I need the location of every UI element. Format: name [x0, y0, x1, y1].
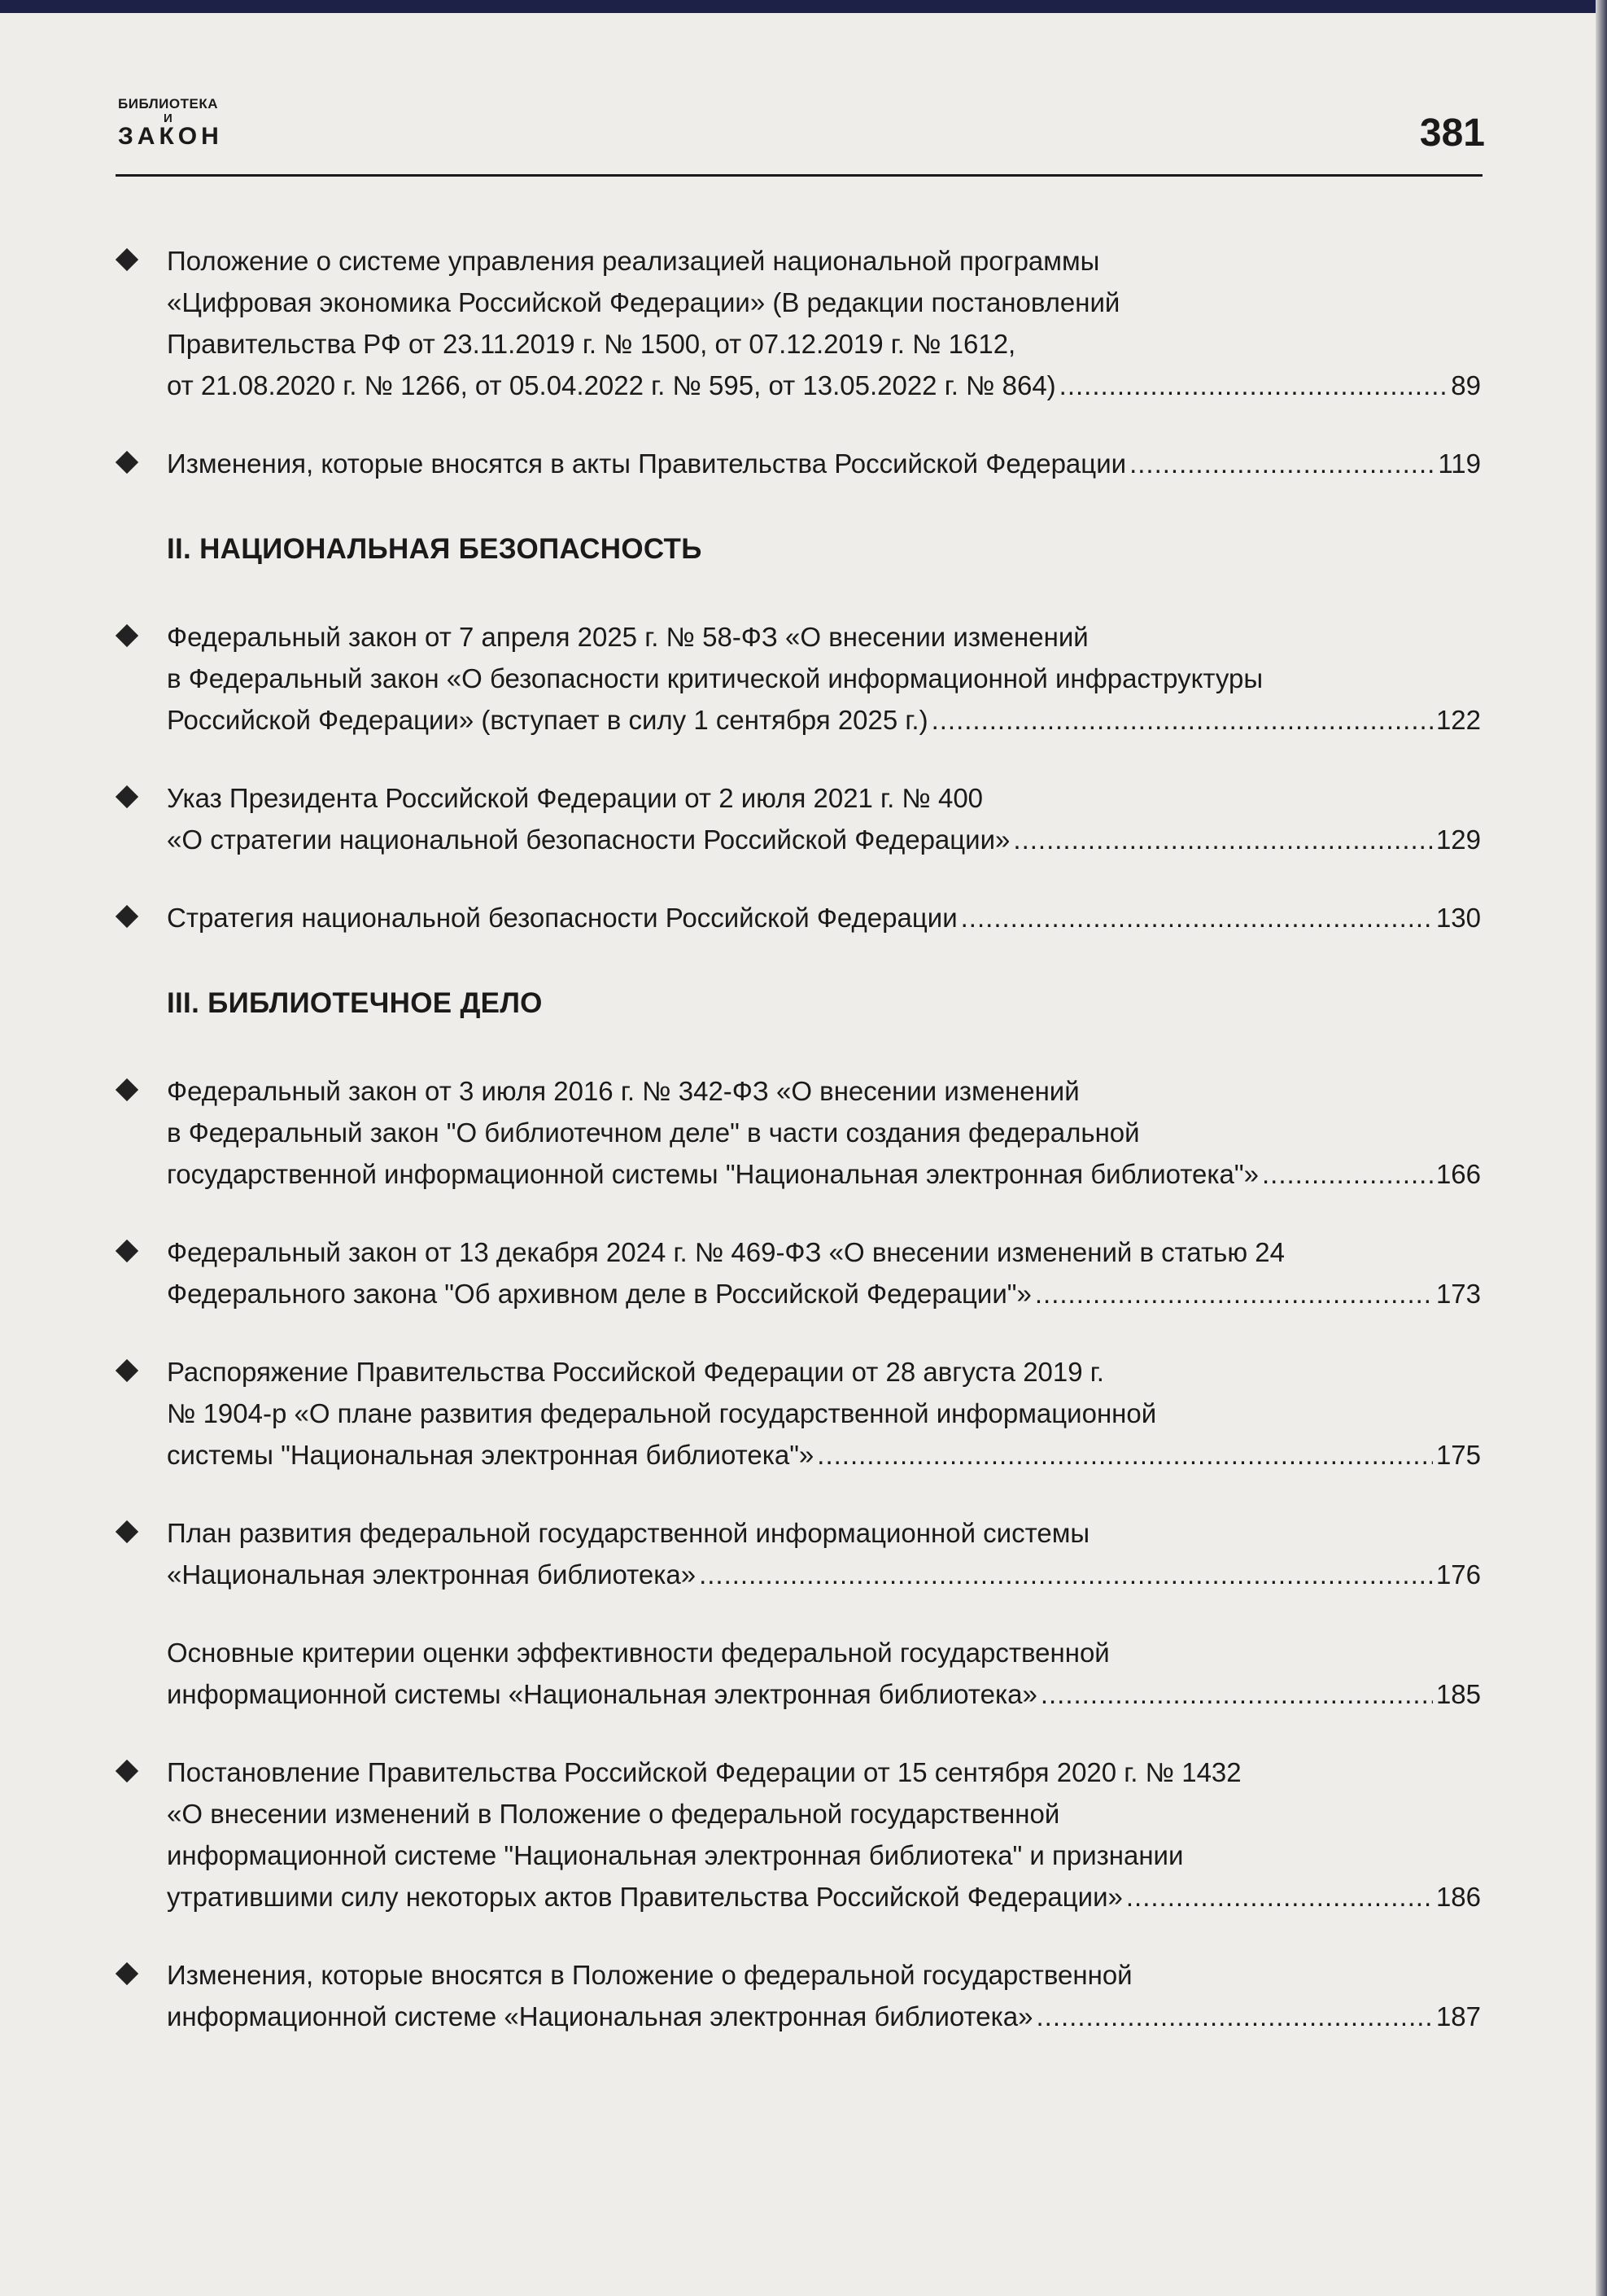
dot-leader — [1129, 443, 1435, 484]
diamond-bullet-icon — [116, 451, 138, 474]
diamond-bullet-icon — [116, 1359, 138, 1382]
header-rule — [116, 174, 1483, 177]
dot-leader — [1262, 1153, 1433, 1195]
toc-entry-last-line — [167, 365, 1481, 406]
toc-entry-line: информационной системе "Национальная электронная библиотека" и признании — [167, 1840, 1184, 1870]
diamond-bullet-icon — [116, 905, 138, 928]
toc-entry-line: «Цифровая экономика Российской Федерации» (В редакции постановлений — [167, 287, 1120, 317]
toc-entry-line: «О стратегии национальной безопасности Российской Федерации» — [167, 824, 1011, 855]
toc-entry-last-line — [167, 443, 1481, 484]
toc-page-number: 185 — [1435, 1679, 1481, 1709]
toc-entry-line: Федеральный закон от 13 декабря 2024 г. № 469-ФЗ «О внесении изменений в статью 24 — [167, 1237, 1285, 1267]
toc-entry-last-line — [167, 1673, 1481, 1715]
toc-entry — [114, 777, 1481, 860]
dot-leader — [1013, 819, 1433, 860]
toc-entry-line: Стратегия национальной безопасности Российской Федерации — [167, 903, 958, 933]
toc-entry-line: Постановление Правительства Российской Федерации от 15 сентября 2020 г. № 1432 — [167, 1757, 1242, 1787]
diamond-bullet-icon — [116, 1078, 138, 1101]
toc-entry — [114, 1070, 1481, 1195]
logo-line-3: ЗАКОН — [118, 123, 223, 150]
toc-entry-last-line — [167, 897, 1481, 938]
journal-logo — [118, 96, 223, 149]
toc-entry — [114, 1632, 1481, 1715]
toc-entry-last-line — [167, 1996, 1481, 2037]
toc-entry-line: в Федеральный закон «О безопасности критической информационной инфраструктуры — [167, 663, 1264, 693]
section-title-library: III. БИБЛИОТЕЧНОЕ ДЕЛО — [167, 987, 543, 1019]
toc-entry-line: Федерального закона "Об архивном деле в Российской Федерации"» — [167, 1279, 1032, 1309]
diamond-bullet-icon — [116, 1760, 138, 1782]
toc-entry — [114, 1351, 1481, 1476]
toc-page-number: 176 — [1435, 1559, 1481, 1590]
section-title-national-security: II. НАЦИОНАЛЬНАЯ БЕЗОПАСНОСТЬ — [167, 533, 702, 565]
diamond-bullet-icon — [116, 1962, 138, 1985]
toc-entry — [114, 616, 1481, 741]
toc-entry — [114, 443, 1481, 484]
toc-entry-line: Распоряжение Правительства Российской Федерации от 28 августа 2019 г. — [167, 1357, 1104, 1387]
toc-page-number: 186 — [1435, 1882, 1481, 1912]
toc-page-number: 122 — [1435, 705, 1481, 735]
toc-entry-last-line — [167, 699, 1481, 741]
diamond-bullet-icon — [116, 248, 138, 271]
binding-edge — [1596, 0, 1607, 2296]
toc-entry — [114, 897, 1481, 938]
toc-page-number: 187 — [1435, 2001, 1481, 2031]
toc-entry-line: Основные критерии оценки эффективности федеральной государственной — [167, 1638, 1110, 1668]
toc-entry-line: «Национальная электронная библиотека» — [167, 1559, 697, 1590]
toc-page-number: 173 — [1435, 1279, 1481, 1309]
toc-section2-list — [114, 616, 1481, 938]
toc-entry-line: Российской Федерации» (вступает в силу 1 сентября 2025 г.) — [167, 705, 928, 735]
toc-top-list — [114, 240, 1481, 484]
top-edge — [0, 0, 1607, 13]
toc-entry-line: от 21.08.2020 г. № 1266, от 05.04.2022 г. № 595, от 13.05.2022 г. № 864) — [167, 370, 1056, 400]
toc-entry-line: в Федеральный закон "О библиотечном деле" в части создания федеральной — [167, 1117, 1140, 1148]
dot-leader — [817, 1434, 1433, 1476]
toc-entry-line: Изменения, которые вносятся в Положение о федеральной государственной — [167, 1960, 1133, 1990]
toc-entry-last-line — [167, 1554, 1481, 1595]
toc-page-number: 130 — [1435, 903, 1481, 933]
dot-leader — [1059, 365, 1448, 406]
toc-entry-line: Изменения, которые вносятся в акты Правительства Российской Федерации — [167, 448, 1127, 479]
diamond-bullet-icon — [116, 785, 138, 808]
dot-leader — [1126, 1876, 1433, 1918]
toc-entry-line: Федеральный закон от 3 июля 2016 г. № 342-ФЗ «О внесении изменений — [167, 1076, 1080, 1106]
logo-line-2: И — [164, 112, 172, 125]
logo-line-1: БИБЛИОТЕКА — [118, 96, 218, 112]
toc-entry — [114, 1954, 1481, 2037]
toc-entry-last-line — [167, 1434, 1481, 1476]
toc-content — [114, 240, 1481, 2074]
dot-leader — [1036, 1996, 1432, 2037]
dot-leader — [1035, 1273, 1433, 1314]
toc-page-number: 119 — [1438, 448, 1481, 479]
toc-entry-line: Федеральный закон от 7 апреля 2025 г. № 58-ФЗ «О внесении изменений — [167, 622, 1089, 652]
dot-leader — [1041, 1673, 1433, 1715]
toc-section3-list — [114, 1070, 1481, 2037]
toc-entry-line: утратившими силу некоторых актов Правительства Российской Федерации» — [167, 1882, 1123, 1912]
toc-page-number: 89 — [1451, 370, 1481, 400]
toc-entry-last-line — [167, 1876, 1481, 1918]
toc-entry-last-line — [167, 819, 1481, 860]
toc-entry-line: Указ Президента Российской Федерации от 2 июля 2021 г. № 400 — [167, 783, 984, 813]
toc-entry-last-line — [167, 1153, 1481, 1195]
dot-leader — [961, 897, 1433, 938]
dot-leader — [699, 1554, 1433, 1595]
toc-entry-line: «О внесении изменений в Положение о федеральной государственной — [167, 1799, 1060, 1829]
toc-entry-line: информационной системы «Национальная электронная библиотека» — [167, 1679, 1037, 1709]
diamond-bullet-icon — [116, 624, 138, 647]
toc-entry-last-line — [167, 1273, 1481, 1314]
toc-entry-line: системы "Национальная электронная библиотека"» — [167, 1440, 814, 1470]
toc-entry-line: Положение о системе управления реализацией национальной программы — [167, 246, 1100, 276]
toc-entry-line: План развития федеральной государственной информационной системы — [167, 1518, 1090, 1548]
toc-entry-line: № 1904-р «О плане развития федеральной государственной информационной — [167, 1398, 1157, 1428]
page-number: 381 — [1419, 112, 1485, 155]
dot-leader — [932, 699, 1433, 741]
diamond-bullet-icon — [116, 1520, 138, 1543]
toc-entry-line: Правительства РФ от 23.11.2019 г. № 1500, от 07.12.2019 г. № 1612, — [167, 329, 1016, 359]
toc-page-number: 129 — [1435, 824, 1481, 855]
toc-entry — [114, 1231, 1481, 1314]
toc-entry-line: государственной информационной системы "Национальная электронная библиотека"» — [167, 1159, 1259, 1189]
toc-entry — [114, 1752, 1481, 1918]
toc-page-number: 166 — [1435, 1159, 1481, 1189]
toc-page-number: 175 — [1435, 1440, 1481, 1470]
diamond-bullet-icon — [116, 1240, 138, 1262]
toc-entry — [114, 240, 1481, 406]
toc-entry-line: информационной системе «Национальная электронная библиотека» — [167, 2001, 1033, 2031]
toc-entry — [114, 1512, 1481, 1595]
